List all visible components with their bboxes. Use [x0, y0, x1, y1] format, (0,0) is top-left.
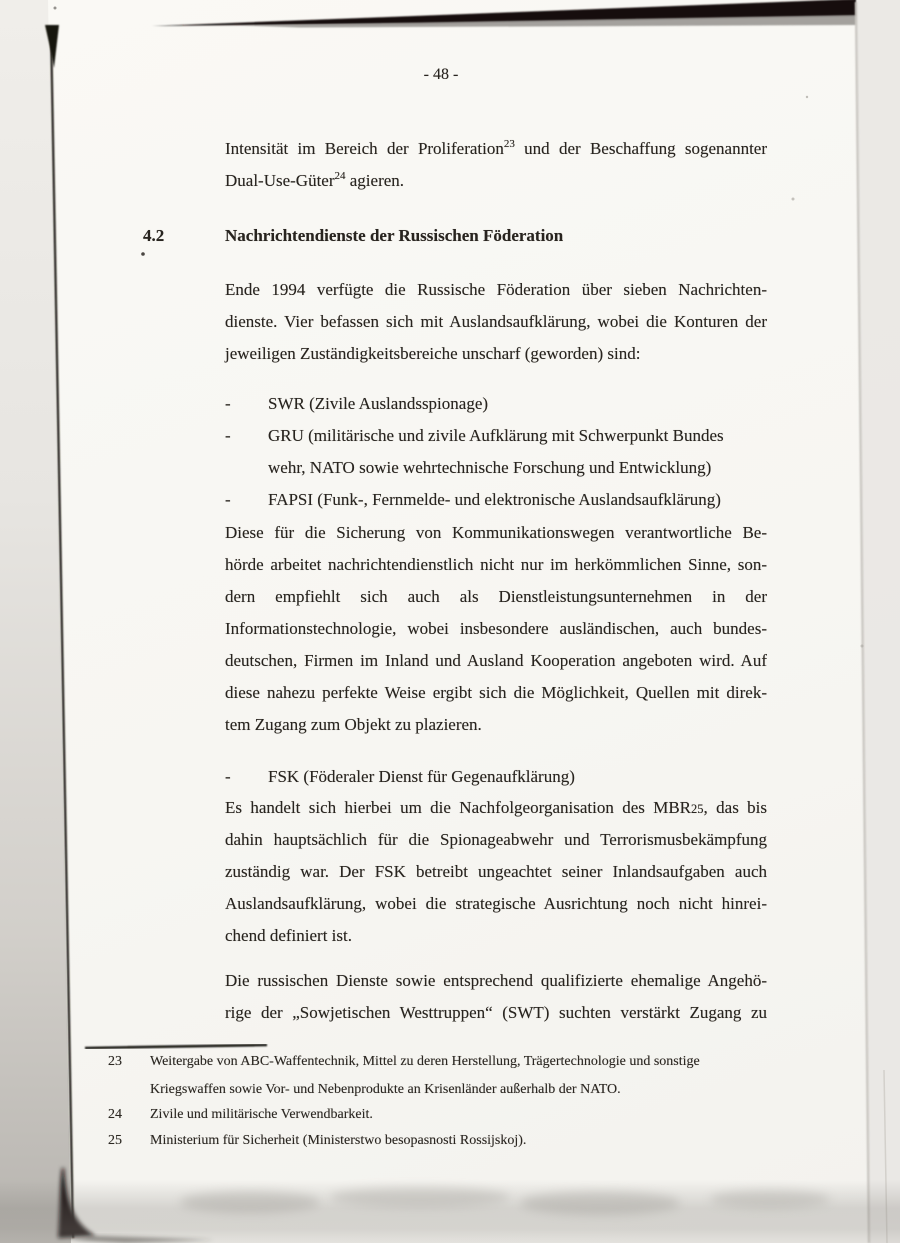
text-segment: agieren. [345, 171, 405, 190]
section-number: 4.2 [143, 226, 165, 245]
text-line: GRU (militärische und zivile Aufklärung mit Schwerpunkt Bundes [268, 426, 724, 445]
text-segment: und der Beschaffung sogenannter [514, 139, 767, 158]
footnote-23 [106, 1048, 786, 1104]
bullet-dash: - [225, 490, 231, 509]
text-line: FSK (Föderaler Dienst für Gegenaufklärung) [268, 767, 575, 786]
footnote-line: Zivile und militärische Verwendbarkeit. [150, 1107, 373, 1122]
text-line: hörde arbeitet nachrichtendienstlich nicht nur im herkömmlichen Sinne, son- [225, 555, 767, 574]
section-title: Nachrichtendienste der Russischen Föderation [225, 226, 564, 245]
section-heading [0, 220, 900, 252]
paragraph-fsk [225, 792, 767, 952]
list-item-swr [225, 388, 767, 420]
bullet-item-fsk [225, 761, 767, 793]
footnote-line: Kriegswaffen sowie Vor- und Nebenprodukte an Krisenländer außerhalb der NATO. [150, 1082, 621, 1097]
footnote-number: 24 [108, 1107, 122, 1122]
paragraph-fapsi [225, 517, 767, 741]
page-number: - 48 - [423, 66, 459, 83]
bullet-dash: - [225, 426, 231, 445]
footnote-ref-24: 24 [334, 170, 346, 182]
paragraph-swt [225, 965, 767, 1029]
text-line: diese nahezu perfekte Weise ergibt sich die Möglichkeit, Quellen mit direk- [225, 683, 767, 702]
text-line: SWR (Zivile Auslandsspionage) [268, 394, 489, 413]
paragraph-intro [225, 133, 767, 197]
text-line: chend definiert ist. [225, 926, 352, 945]
text-segment: , das bis [703, 798, 767, 817]
bullet-dash: - [225, 767, 231, 786]
text-line: zuständig war. Der FSK betreibt ungeachtet seiner Inlandsaufgaben auch [225, 862, 767, 881]
text-line: deutschen, Firmen im Inland und Ausland Kooperation angeboten wird. Auf [225, 651, 767, 670]
footnote-24 [106, 1101, 786, 1129]
text-segment: Es handelt sich hierbei um die Nachfolgeorganisation des MBR [225, 798, 692, 817]
list-item-fsk [225, 761, 767, 793]
text-line: jeweiligen Zuständigkeitsbereiche unscharf (geworden) sind: [225, 344, 641, 363]
footnote-number: 23 [108, 1054, 122, 1069]
text-line: wehr, NATO sowie wehrtechnische Forschung und Entwicklung) [268, 458, 712, 477]
bullet-list-services [225, 388, 767, 516]
footnote-number: 25 [108, 1133, 122, 1148]
footnote-ref-23: 23 [503, 138, 515, 150]
text-line: FAPSI (Funk-, Fernmelde- und elektronische Auslandsaufklärung) [268, 490, 721, 509]
text-line [225, 165, 767, 197]
footnote-line: Weitergabe von ABC-Waffentechnik, Mittel zu deren Herstellung, Trägertechnologie und sonstige [150, 1054, 700, 1069]
text-line: dienste. Vier befassen sich mit Auslandsaufklärung, wobei die Konturen der [225, 312, 767, 331]
text-line: tem Zugang zum Objekt zu plazieren. [225, 715, 482, 734]
text-line: Informationstechnologie, wobei insbesondere ausländischen, auch bundes- [225, 619, 767, 638]
paragraph-services [225, 274, 767, 370]
text-line: Die russischen Dienste sowie entsprechend qualifizierte ehemalige Angehö- [225, 971, 767, 990]
text-segment: Intensität im Bereich der Proliferation [225, 139, 504, 158]
text-line: Diese für die Sicherung von Kommunikationswegen verantwortliche Be- [225, 523, 767, 542]
text-line [225, 133, 767, 165]
footnote-ref-25: 25 [691, 802, 704, 816]
text-segment: Dual-Use-Güter [225, 171, 335, 190]
text-line: rige der „Sowjetischen Westtruppen“ (SWT) suchten verstärkt Zugang zu [225, 1003, 767, 1022]
text-line: dahin hauptsächlich für die Spionageabwehr und Terrorismusbekämpfung [225, 830, 767, 849]
list-item-gru [225, 420, 767, 484]
text-line [225, 792, 767, 824]
text-line: Auslandsaufklärung, wobei die strategische Ausrichtung noch nicht hinrei- [225, 894, 767, 913]
list-item-fapsi [225, 484, 767, 516]
text-line: dern empfiehlt sich auch als Dienstleistungsunternehmen in der [225, 587, 767, 606]
bullet-dash: - [225, 394, 231, 413]
text-line: Ende 1994 verfügte die Russische Föderation über sieben Nachrichten- [225, 280, 767, 299]
footnote-line: Ministerium für Sicherheit (Ministerstwo besopasnosti Rossijskoj). [150, 1133, 527, 1148]
footnote-25 [106, 1127, 786, 1155]
